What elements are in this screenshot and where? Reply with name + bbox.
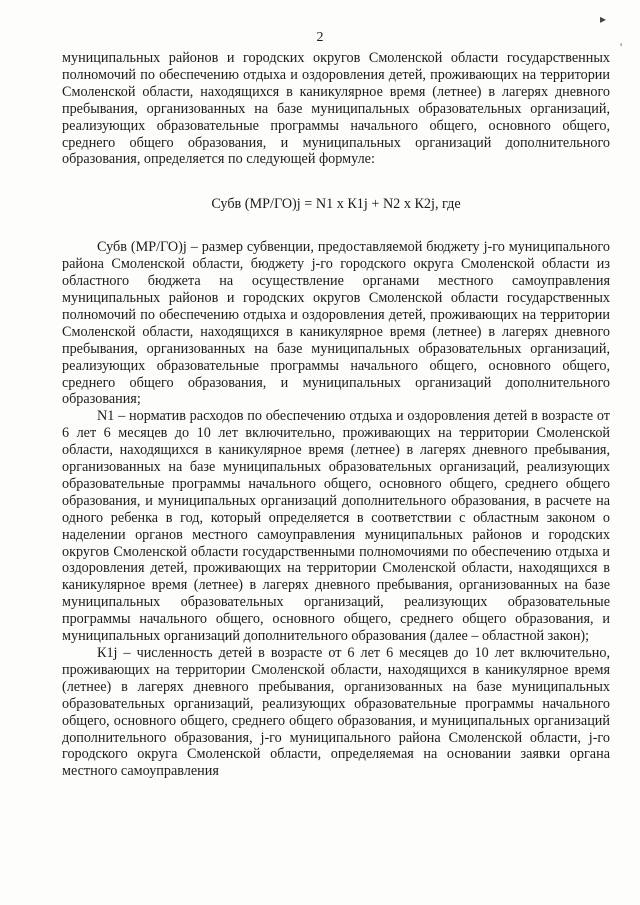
page-number: 2 [316,30,324,45]
side-mark: ' [620,40,623,54]
document-body [62,50,610,780]
corner-mark: ▸ [600,12,607,26]
subvention-definition: Субв (МР/ГО)j – размер субвенции, предоставляемой бюджету j-го муниципального района Смоленской области, бюджету j-го городского округа Смоленской области из областного бюджета на осуществление органами местного самоуправления муниципальных районов и городских округов Смоленской области государственных полномочий по обеспечению отдыха и оздоровления детей, проживающих на территории Смоленской области, находящихся в каникулярное время (летнее) в лагерях дневного пребывания, организованных на базе муниципальных образовательных организаций, реализующих образовательные программы начального общего, основного общего, среднего общего образования, и муниципальных организаций дополнительного образования; [62,239,610,408]
k1j-definition: К1j – численность детей в возрасте от 6 лет 6 месяцев до 10 лет включительно, проживающих на территории Смоленской области, находящихся в каникулярное время (летнее) в лагерях дневного пребывания, организованных на базе муниципальных образовательных организаций, реализующих образовательные программы начального общего, основного общего, среднего общего образования, и муниципальных организаций дополнительного образования, j-го муниципального района Смоленской области, j-го городского округа Смоленской области, определяемая на основании заявки органа местного самоуправления [62,645,610,780]
n1-definition: N1 – норматив расходов по обеспечению отдыха и оздоровления детей в возрасте от 6 лет 6 месяцев до 10 лет включительно, проживающих на территории Смоленской области, находящихся в каникулярное время (летнее) в лагерях дневного пребывания, организованных на базе муниципальных образовательных организаций, реализующих образовательные программы начального общего, основного общего, среднего общего образования, и муниципальных организаций дополнительного образования, в расчете на одного ребенка в год, который определяется в соответствии с областным законом о наделении органов местного самоуправления муниципальных районов и городских округов Смоленской области государственными полномочиями по обеспечению отдыха и оздоровления детей, проживающих на территории Смоленской области, находящихся в каникулярное время (летнее) в лагерях дневного пребывания, организованных на базе муниципальных образовательных организаций, реализующих образовательные программы начального общего, основного общего, среднего общего образования, и муниципальных организаций дополнительного образования (далее – областной закон); [62,408,610,645]
formula: Субв (МР/ГО)j = N1 х К1j + N2 х К2j, где [211,196,461,213]
intro-paragraph: муниципальных районов и городских округов Смоленской области государственных полномочий по обеспечению отдыха и оздоровления детей, проживающих на территории Смоленской области, находящихся в каникулярное время (летнее) в лагерях дневного пребывания, организованных на базе муниципальных образовательных организаций, реализующих образовательные программы начального общего, основного общего, среднего общего образования, и муниципальных организаций дополнительного образования, определяется по следующей формуле: [62,50,610,168]
